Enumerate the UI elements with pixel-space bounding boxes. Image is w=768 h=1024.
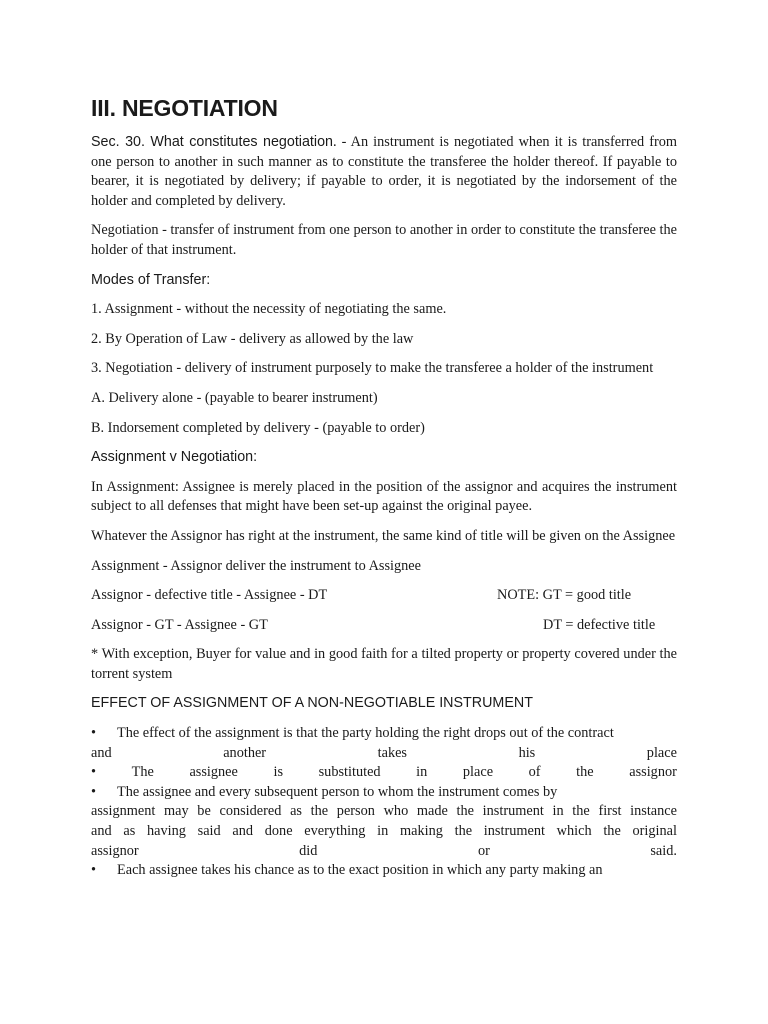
assignment-heading: Assignment v Negotiation: xyxy=(91,449,258,466)
title-row-left: Assignor - GT - Assignee - GT xyxy=(91,616,268,633)
bullet-line-spread: and another takes his place xyxy=(91,744,677,761)
assignment-paragraph: In Assignment: Assignee is merely placed in the position of the assignor and acquires the instrument subject to all defenses that might have been set-up against the original payee. xyxy=(91,478,677,515)
bullet-icon: • xyxy=(91,725,97,742)
bullet-line: and as having said and done everything in making the instrument which the original xyxy=(91,823,677,840)
exception-note: * With exception, Buyer for value and in good faith for a tilted property or property covered under the torrent system xyxy=(91,646,677,682)
sec30-label: Sec. 30. What constitutes negotiation xyxy=(91,134,333,150)
bullet-icon: • xyxy=(91,783,97,800)
modes-heading: Modes of Transfer: xyxy=(91,271,211,288)
mode-item: B. Indorsement completed by delivery - (payable to order) xyxy=(91,419,425,436)
mode-item: A. Delivery alone - (payable to bearer instrument) xyxy=(91,389,378,406)
page-title: III. NEGOTIATION xyxy=(91,95,278,121)
bullet-line-spread: • The assignee is substituted in place of the assignor xyxy=(91,763,677,783)
assignment-paragraph: Whatever the Assignor has right at the instrument, the same kind of title will be given on the Assignee xyxy=(91,527,676,544)
bullet-line: • Each assignee takes his chance as to the exact position in which any party making an xyxy=(91,861,677,881)
sec30-text: . - An instrument is negotiated when it is transferred from one person to another in such manner as to constitute the transferee the holder thereof. If payable to bearer, it is negotiated by delivery; if payable to order, it is negotiated by the indorsement of the holder and completed by delivery. xyxy=(91,134,677,209)
bullet-line: assignment may be considered as the person who made the instrument in the first instance xyxy=(91,803,677,820)
title-row xyxy=(91,586,677,606)
bullet-line: • The effect of the assignment is that the party holding the right drops out of the contract xyxy=(91,724,677,744)
effect-heading: EFFECT OF ASSIGNMENT OF A NON-NEGOTIABLE INSTRUMENT xyxy=(91,695,533,712)
document-content xyxy=(91,93,677,881)
bullet-icon: • xyxy=(91,764,97,781)
mode-item: 3. Negotiation - delivery of instrument purposely to make the transferee a holder of the instrument xyxy=(91,360,654,377)
assignment-paragraph: Assignment - Assignor deliver the instrument to Assignee xyxy=(91,557,421,574)
mode-item: 1. Assignment - without the necessity of negotiating the same. xyxy=(91,301,447,318)
bullet-icon: • xyxy=(91,862,97,879)
negotiation-definition: Negotiation - transfer of instrument from one person to another in order to constitute the transferee the holder of that instrument. xyxy=(91,222,677,258)
bullet-line: • The assignee and every subsequent person to whom the instrument comes by xyxy=(91,783,677,803)
title-row xyxy=(91,616,677,636)
mode-item: 2. By Operation of Law - delivery as allowed by the law xyxy=(91,330,414,347)
bullet-line-spread: assignor did or said. xyxy=(91,842,677,859)
title-row-left: Assignor - defective title - Assignee - DT xyxy=(91,587,328,604)
sec30-paragraph xyxy=(91,133,677,211)
title-note: DT = defective title xyxy=(543,616,656,633)
title-note: NOTE: GT = good title xyxy=(497,587,632,604)
effect-bullets xyxy=(91,724,677,881)
